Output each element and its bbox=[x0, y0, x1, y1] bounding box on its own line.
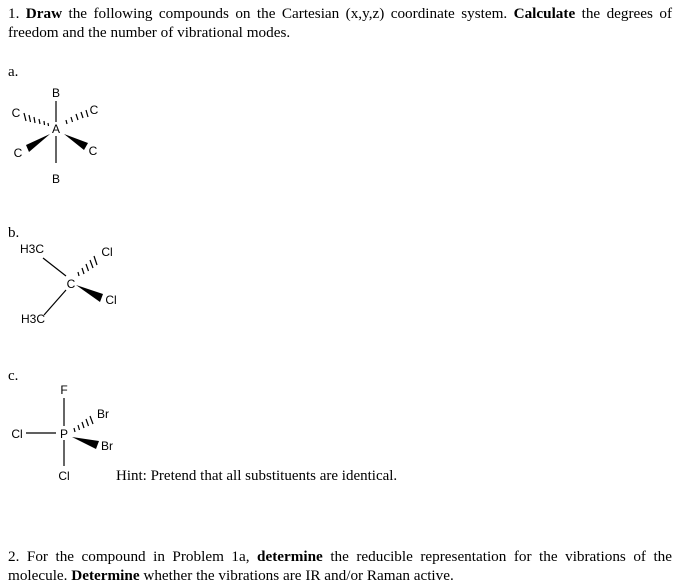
bond-b-upper-left bbox=[43, 258, 66, 276]
problem-2-verb-determine: determine bbox=[257, 548, 323, 565]
atom-b-lower-left: H3C bbox=[20, 312, 46, 326]
atom-c-upper-right: Br bbox=[97, 407, 109, 421]
hint-text: Hint: Pretend that all substituents are identical. bbox=[116, 468, 398, 484]
atom-a-top: B bbox=[51, 86, 61, 100]
hash-bond-a-upper-left bbox=[24, 113, 49, 126]
atom-a-bottom: B bbox=[51, 172, 61, 186]
label-a: a. bbox=[8, 64, 19, 80]
atom-b-upper-left: H3C bbox=[19, 242, 45, 256]
problem-2-text-a: For the compound in Problem 1a, bbox=[26, 548, 250, 565]
problem-1-number: 1. bbox=[8, 5, 20, 22]
hash-bond-c-upper-right bbox=[74, 416, 93, 432]
atom-a-lower-left: C bbox=[13, 146, 23, 160]
hash-bond-b-upper-right bbox=[78, 256, 97, 276]
atom-a-center: A bbox=[51, 122, 61, 136]
atom-a-upper-left: C bbox=[11, 106, 21, 120]
problem-1-text-a: the following compounds on the Cartesian (x,y,z) coordinate system. bbox=[68, 5, 508, 22]
problem-1-verb-calculate: Calculate bbox=[513, 5, 576, 22]
atom-b-upper-right: Cl bbox=[101, 245, 113, 259]
atom-a-upper-right: C bbox=[89, 103, 99, 117]
atom-c-bottom: Cl bbox=[58, 469, 70, 483]
wedge-bond-b-lower-right bbox=[76, 285, 103, 302]
label-b: b. bbox=[8, 225, 20, 241]
atom-a-lower-right: C bbox=[88, 144, 98, 158]
wedge-bond-a-lower-right bbox=[64, 134, 88, 150]
problem-1-verb-draw: Draw bbox=[25, 5, 63, 22]
problem-1-text-b: the degrees of freedom and the number of vibrational modes. bbox=[8, 5, 673, 41]
problem-2-verb-determine-2: Determine bbox=[71, 567, 140, 584]
bond-b-lower-left bbox=[44, 290, 66, 315]
problem-2-text-c: whether the vibrations are IR and/or Raman active. bbox=[143, 567, 454, 584]
hash-bond-a-upper-right bbox=[66, 110, 88, 124]
label-c: c. bbox=[8, 368, 19, 384]
problem-2-number: 2. bbox=[8, 548, 20, 565]
atom-c-top: F bbox=[60, 383, 68, 397]
molecule-c bbox=[11, 383, 113, 483]
atom-c-lower-right: Br bbox=[101, 439, 113, 453]
problem-2-text-b: the reducible representation for the vibrations of the molecule. bbox=[8, 548, 673, 584]
atom-c-center: P bbox=[59, 427, 69, 441]
atom-b-lower-right: Cl bbox=[105, 293, 117, 307]
molecule-a bbox=[12, 86, 99, 186]
problem-2-text bbox=[8, 547, 672, 585]
atom-c-left: Cl bbox=[11, 427, 23, 441]
atom-b-center: C bbox=[66, 277, 76, 291]
wedge-bond-c-lower-right bbox=[72, 437, 99, 449]
wedge-bond-a-lower-left bbox=[26, 134, 50, 152]
molecule-b bbox=[20, 242, 117, 326]
